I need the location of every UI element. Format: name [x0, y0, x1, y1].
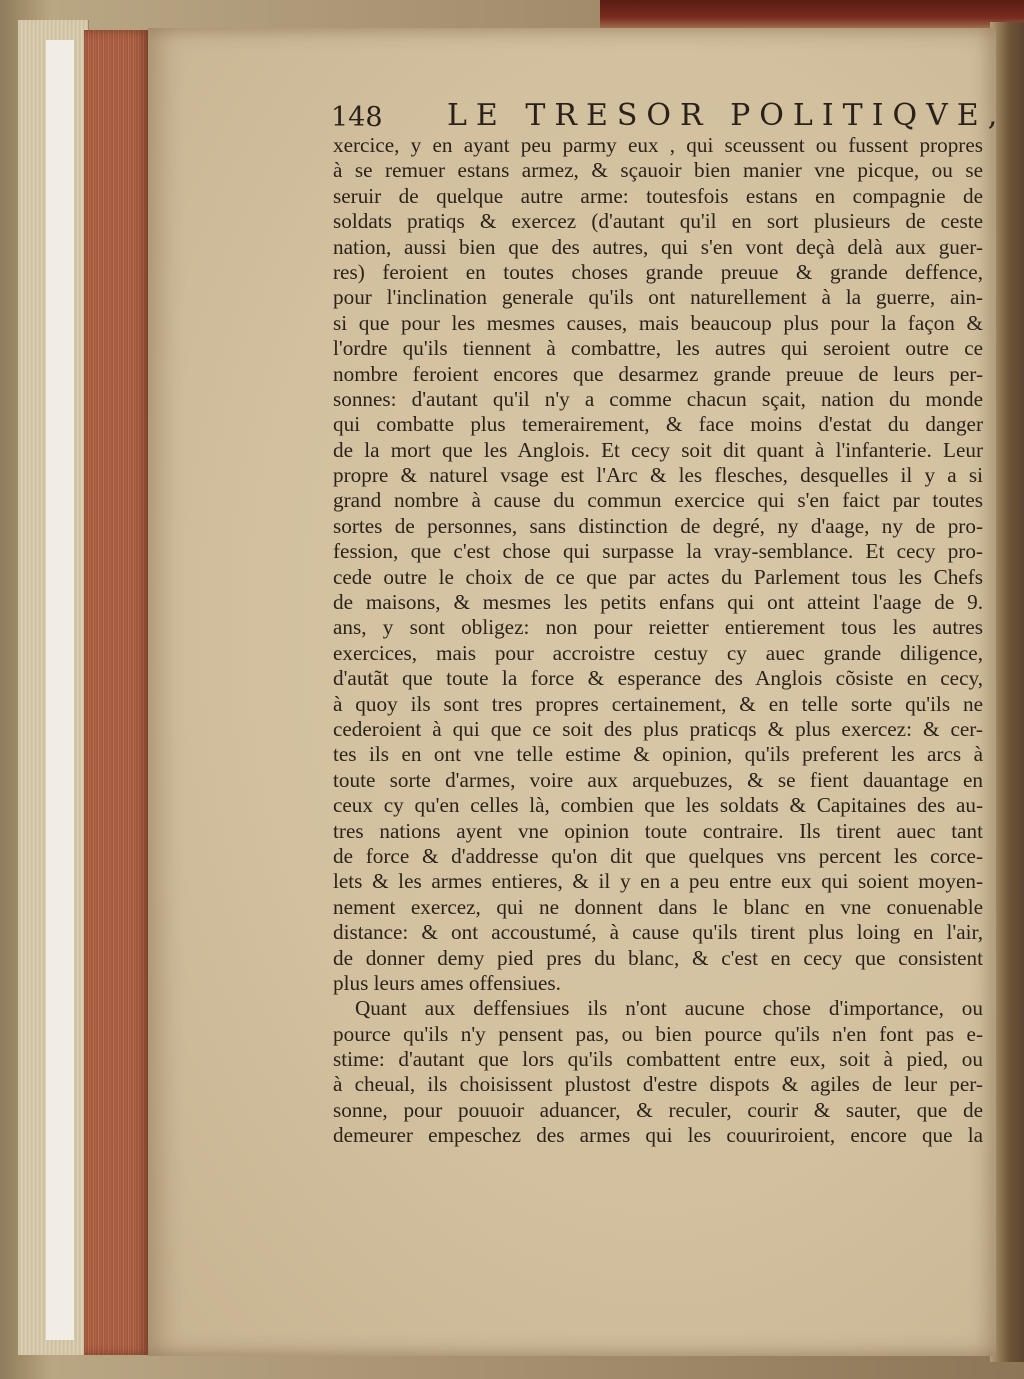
text-line: tes ils en ont vne telle estime & opinion, qu'ils preferent les arcs à [333, 742, 983, 767]
text-line: de force & d'addresse qu'on dit que quelques vns percent les corce- [333, 843, 983, 868]
text-line: res) feroient en toutes choses grande preuue & grande deffence, [333, 259, 983, 284]
text-line: xercice, y en ayant peu parmy eux , qui sceussent ou fussent propres [333, 133, 983, 157]
text-line: pour l'inclination generale qu'ils ont naturellement à la guerre, ain- [333, 285, 983, 310]
text-line: soldats pratiqs & exercez (d'autant qu'il en sort plusieurs de ceste [333, 209, 983, 234]
text-line: distance: & ont accoustumé, à cause qu'ils tirent plus loing en l'air, [333, 920, 983, 945]
text-line: ceux cy qu'en celles là, combien que les soldats & Capitaines des au- [333, 793, 983, 818]
text-line: sonnes: d'autant qu'il n'y a comme chacun sçait, nation du monde [333, 386, 983, 411]
text-line: nombre feroient encores que desarmez grande preuue de leurs per- [333, 361, 983, 386]
text-line: nation, aussi bien que des autres, qui s'en vont deçà delà aux guer- [333, 234, 983, 259]
text-line: à cheual, ils choisissent plustost d'estre dispots & agiles de leur per- [333, 1072, 983, 1097]
red-gilt-edge [84, 30, 150, 1355]
text-line: propre & naturel vsage est l'Arc & les flesches, desquelles il y a si [333, 463, 983, 488]
running-title: LE TRESOR POLITIQVE, [447, 98, 1007, 133]
text-line: demeurer empeschez des armes qui les couuriroient, encore que la [333, 1123, 983, 1148]
page-header [331, 98, 1007, 138]
text-line: qui combatte plus temerairement, & face moins d'estat du danger [333, 412, 983, 437]
text-line: l'ordre qu'ils tiennent à combattre, les autres qui seroient outre ce [333, 336, 983, 361]
text-line: Quant aux deffensiues ils n'ont aucune chose d'importance, ou [355, 996, 983, 1021]
text-line: à se remuer estans armez, & sçauoir bien manier vne picque, ou se [333, 158, 983, 183]
text-line: d'autãt que toute la force & esperance des Anglois cõsiste en cecy, [333, 666, 983, 691]
text-line: sonne, pour pouuoir aduancer, & reculer, courir & sauter, que de [333, 1097, 983, 1122]
text-line: de maisons, & mesmes les petits enfans qui ont atteint l'aage de 9. [333, 590, 983, 615]
text-line: sortes de personnes, sans distinction de degré, ny d'aage, ny de pro- [333, 513, 983, 538]
text-line: de donner demy pied pres du blanc, & c'est en cecy que consistent [333, 945, 983, 970]
white-leaf-edge [46, 40, 74, 1340]
body-text [333, 133, 983, 1149]
text-line: tres nations ayent vne opinion toute contraire. Ils tirent auec tant [333, 818, 983, 843]
text-line: si que pour les mesmes causes, mais beaucoup plus pour la façon & [333, 310, 983, 335]
text-line: cederoient à qui que ce soit des plus praticqs & plus exercez: & cer- [333, 716, 983, 741]
page-number: 148 [331, 102, 383, 133]
text-line: exercices, mais pour accroistre cestuy cy auec grande diligence, [333, 640, 983, 665]
text-line: plus leurs ames offensiues. [333, 970, 561, 995]
text-line: stime: d'autant que lors qu'ils combattent entre eux, soit à pied, ou [333, 1047, 983, 1072]
text-line: nement exercez, qui ne donnent dans le blanc en vne conuenable [333, 894, 983, 919]
text-line: de la mort que les Anglois. Et cecy soit dit quant à l'infanterie. Leur [333, 437, 983, 462]
text-line: seruir de quelque autre arme: toutesfois estans en compagnie de [333, 183, 983, 208]
text-line: fession, que c'est chose qui surpasse la vray-semblance. Et cecy pro- [333, 539, 983, 564]
text-line: toute sorte d'armes, voire aux arquebuzes, & se fient dauantage en [333, 767, 983, 792]
text-line: cede outre le choix de ce que par actes du Parlement tous les Chefs [333, 564, 983, 589]
text-line: ans, y sont obligez: non pour reietter entierement tous les autres [333, 615, 983, 640]
text-line: lets & les armes entieres, & il y en a peu entre eux qui soient moyen- [333, 869, 983, 894]
text-line: à quoy ils sont tres propres certainement, & en telle sorte qu'ils ne [333, 691, 983, 716]
binding-top-strip [600, 0, 1024, 30]
text-line: grand nombre à cause du commun exercice qui s'en faict par toutes [333, 488, 983, 513]
text-line: pource qu'ils n'y pensent pas, ou bien pource qu'ils n'en font pas e- [333, 1021, 983, 1046]
